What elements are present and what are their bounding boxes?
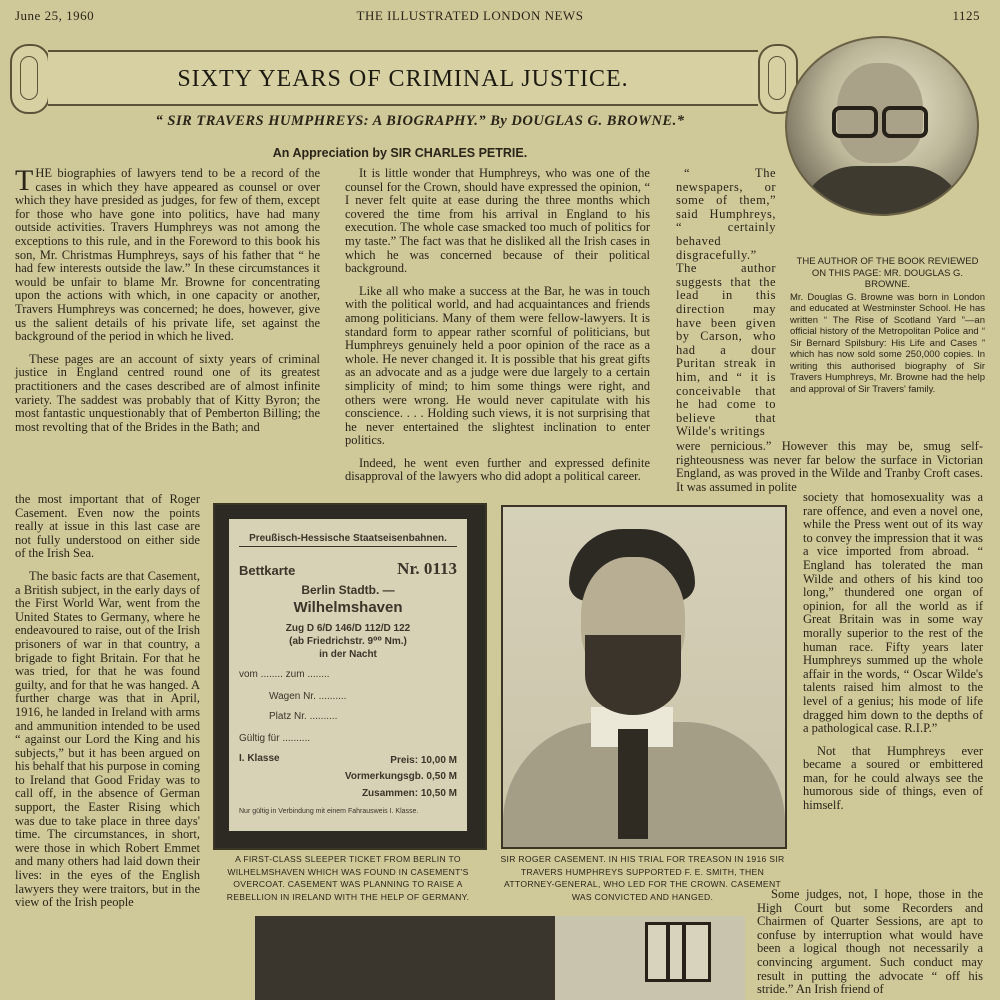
page-title: SIXTY YEARS OF CRIMINAL JUSTICE. <box>177 66 629 92</box>
casement-beard <box>585 635 681 715</box>
col3-wide-text: were pernicious.” However this may be, smug self-righteousness was never far below the surface in Victorian England, as was proved in the Wilde and Tranby Croft cases. It was assumed in polite <box>676 439 983 494</box>
col2-paragraph-3: Indeed, he went even further and expressed definite disapproval of the lawyers who did adopt a political career. <box>345 455 650 484</box>
byline: An Appreciation by SIR CHARLES PETRIE. <box>272 146 528 160</box>
ticket-from: Berlin Stadtb. — <box>301 583 395 597</box>
casement-caption: SIR ROGER CASEMENT. IN HIS TRIAL FOR TREASON IN 1916 SIR TRAVERS HUMPHREYS SUPPORTED F. E. SMITH, THEN ATTORNEY-GENERAL, WHO LED FOR THE CROWN. CASEMENT WAS CONVICTED AND HANGED. <box>500 854 785 902</box>
author-portrait <box>785 36 979 216</box>
ticket-preis: Preis: 10,00 M <box>390 755 457 766</box>
scroll-left-ornament <box>10 44 50 114</box>
ticket-destination: Wilhelmshaven <box>293 599 403 616</box>
bottom-photo-window <box>645 922 711 982</box>
col3-paragraph-1: “ The newspapers, or some of them,” said Humphreys, “ certainly behaved disgracefully.” The author suggests that the lead in this direction may have been given by Carson, who had a dour Puritan streak in him, and “ it is conceivable that he had come to believe that Wilde's writings <box>676 166 776 439</box>
author-caption-title: THE AUTHOR OF THE BOOK REVIEWED ON THIS PAGE: MR. DOUGLAS G. BROWNE. <box>796 256 979 290</box>
ticket-photo <box>213 503 487 850</box>
ticket-train: Zug D 6/D 146/D 112/D 122 <box>285 623 411 634</box>
ticket-platz: Platz Nr. .......... <box>269 711 338 722</box>
author-caption <box>790 256 985 395</box>
ticket-vom: vom ........ zum ........ <box>239 669 330 680</box>
col1-paragraph-2: These pages are an account of sixty years of criminal justice in England centred round one of its greatest practitioners and the cases described are of almost infinite variety. The saddest was probably that of Kitty Byron; the most fantastic unquestionably that of Pemberton Billing; the most revolting that of the Brides in the Bath; and <box>15 351 320 434</box>
column-3-lower <box>803 491 983 813</box>
ticket-company: Preußisch-Hessische Staatseisenbahnen. <box>239 533 457 547</box>
col3-lower-paragraph-2: Not that Humphreys ever became a soured or embittered man, for he could always see the humorous side of things, even of himself. <box>803 743 983 813</box>
sleeper-ticket <box>229 519 467 831</box>
portrait-glasses <box>832 106 928 132</box>
ticket-vormerk: Vormerkungsgb. 0,50 M <box>344 771 457 782</box>
casement-photo <box>501 505 787 849</box>
col2-paragraph-2: Like all who make a success at the Bar, he was in touch with the political world, and had acquaintances and friends among politicians. Many of them were fellow-lawyers. It is standard form to appear rather scornful of politicians, but Humphreys genuinely held a poor opinion of the race as a whole. He never changed it. It is possible that his great gifts as an advocate and as a judge were due largely to a certain simplicity of mind; to him some things were right, and others were wrong. He would never capitulate with his conscience. . . . Holding such views, it is not surprising that he never entertained the slightest inclination to enter politics. <box>345 283 650 448</box>
ticket-klasse: I. Klasse <box>239 753 280 764</box>
column-1 <box>15 164 320 434</box>
publication-name: THE ILLUSTRATED LONDON NEWS <box>356 8 584 23</box>
ticket-night: in der Nacht <box>319 649 377 660</box>
col3-bottom-paragraph-1: Some judges, not, I hope, those in the High Court but some Recorders and Chairmen of Quarter Sessions, are apt to confuse by interruption what would have been a logical though not necessarily a convincing argument. Such conduct may result in putting the advocate “ off his stride.” An Irish friend of <box>757 887 983 997</box>
ticket-departure: (ab Friedrichstr. 9⁰⁰ Nm.) <box>289 636 407 647</box>
ticket-kind: Bettkarte <box>239 563 296 578</box>
column-3 <box>676 167 776 439</box>
col3-lower-paragraph-1: society that homosexuality was a rare offence, and even a novel one, while the Press went out of its way to convey the impression that it was a vice imported from abroad. “ England has tolerated the man Wilde and others of his kind too long,” thundered one organ of opinion, for all the world as if Great Britain was in some way morally superior to the rest of the human race. Fifty years later Humphreys summed up the whole affair in the words, “ Oscar Wilde's talents raised him almost to the level of a genius; his mode of life dragged him down to the depths of a pathological case. R.I.P.” <box>803 490 983 736</box>
casement-tie <box>618 729 648 839</box>
column-2 <box>345 167 650 484</box>
title-banner <box>10 44 795 110</box>
banner-ribbon <box>48 50 758 106</box>
col2-paragraph-1: It is little wonder that Humphreys, who was one of the counsel for the Crown, should have expressed the opinion, “ I never felt quite at ease during the three months which covered the time from his arrival in England to his execution. The whole case smacked too much of politics for my taste.” The fact was that he disliked all the Irish cases in which he was concerned because of their political background. <box>345 166 650 276</box>
col1-paragraph-1: HE biographies of lawyers tend to be a record of the cases in which they have appeared as counsel or over which they have presided as judges, for few of them, except for those who have gone into politics, have had many outside activities. Travers Humphreys was not among the exceptions to this rule, and in the Foreword to this book his son, Mr. Christmas Humphreys, says of his father that “ he had few interests outside the law.” In these circumstances it would be unfair to blame Mr. Browne for concentrating upon the actions with which, in one capacity or another, Travers Humphreys was concerned; he does, however, give us the salient details of his private life, set against the background of the period in which he lived. <box>15 166 320 344</box>
ticket-number: Nr. 0113 <box>397 559 457 578</box>
portrait-suit <box>797 166 967 216</box>
col1-paragraph-2-cont: the most important that of Roger Casement. Even now the points really at issue in this last case are not fully understood on either side of the Irish Sea. <box>15 492 200 561</box>
book-subtitle: “ SIR TRAVERS HUMPHREYS: A BIOGRAPHY.” By DOUGLAS G. BROWNE.* <box>155 113 685 129</box>
column-3-bottom <box>757 888 983 997</box>
issue-date: June 25, 1960 <box>15 8 95 23</box>
col1-paragraph-3: The basic facts are that Casement, a British subject, in the early days of the First World War, went from the United States to Germany, where he endeavoured to raise, out of the Irish prisoners of war in that country, a brigade to fight Britain. For that he was tried, for that he was found guilty, and for that he was hanged. A further charge was that in April, 1916, he landed in Ireland with arms and ammunition intended to be used “ against our Lord the King and his subjects,” but it has been argued on his behalf that his purpose in coming to Ireland that Good Friday was to call off, in the absence of German support, the Easter Rising which was due to take place in three days' time. The circumstances, in short, were those in which Robert Emmet and many others had laid down their lives: in the eyes of the English lawyers they were traitors, but in the view of the Irish people <box>15 568 200 910</box>
drop-cap: T <box>15 164 34 197</box>
column-3-wide <box>676 440 983 494</box>
bottom-photo <box>255 916 745 1000</box>
ticket-wagen: Wagen Nr. .......... <box>269 691 347 702</box>
author-caption-body: Mr. Douglas G. Browne was born in London and educated at Westminster School. He has written “ The Rise of Scotland Yard ”—an official history of the Metropolitan Police and “ Sir Bernard Spilsbury: His Life and Cases ” which has now sold some 250,000 copies. In writing this authorised biography of Sir Travers Humphreys, Mr. Browne had the help and approval of Sir Travers' family. <box>790 291 985 395</box>
ticket-footer: Nur gültig in Verbindung mit einem Fahrausweis I. Klasse. <box>239 808 419 815</box>
ticket-gultig: Gültig für .......... <box>239 733 311 744</box>
column-1-lower <box>15 493 200 910</box>
ticket-caption: A FIRST-CLASS SLEEPER TICKET FROM BERLIN TO WILHELMSHAVEN WHICH WAS FOUND IN CASEMENT'S OVERCOAT. CASEMENT WAS PLANNING TO RAISE A REBELLION IN IRELAND WITH THE HELP OF GERMANY. <box>226 854 470 902</box>
ticket-zusammen: Zusammen: 10,50 M <box>361 788 457 799</box>
page-number: 1125 <box>952 8 980 23</box>
